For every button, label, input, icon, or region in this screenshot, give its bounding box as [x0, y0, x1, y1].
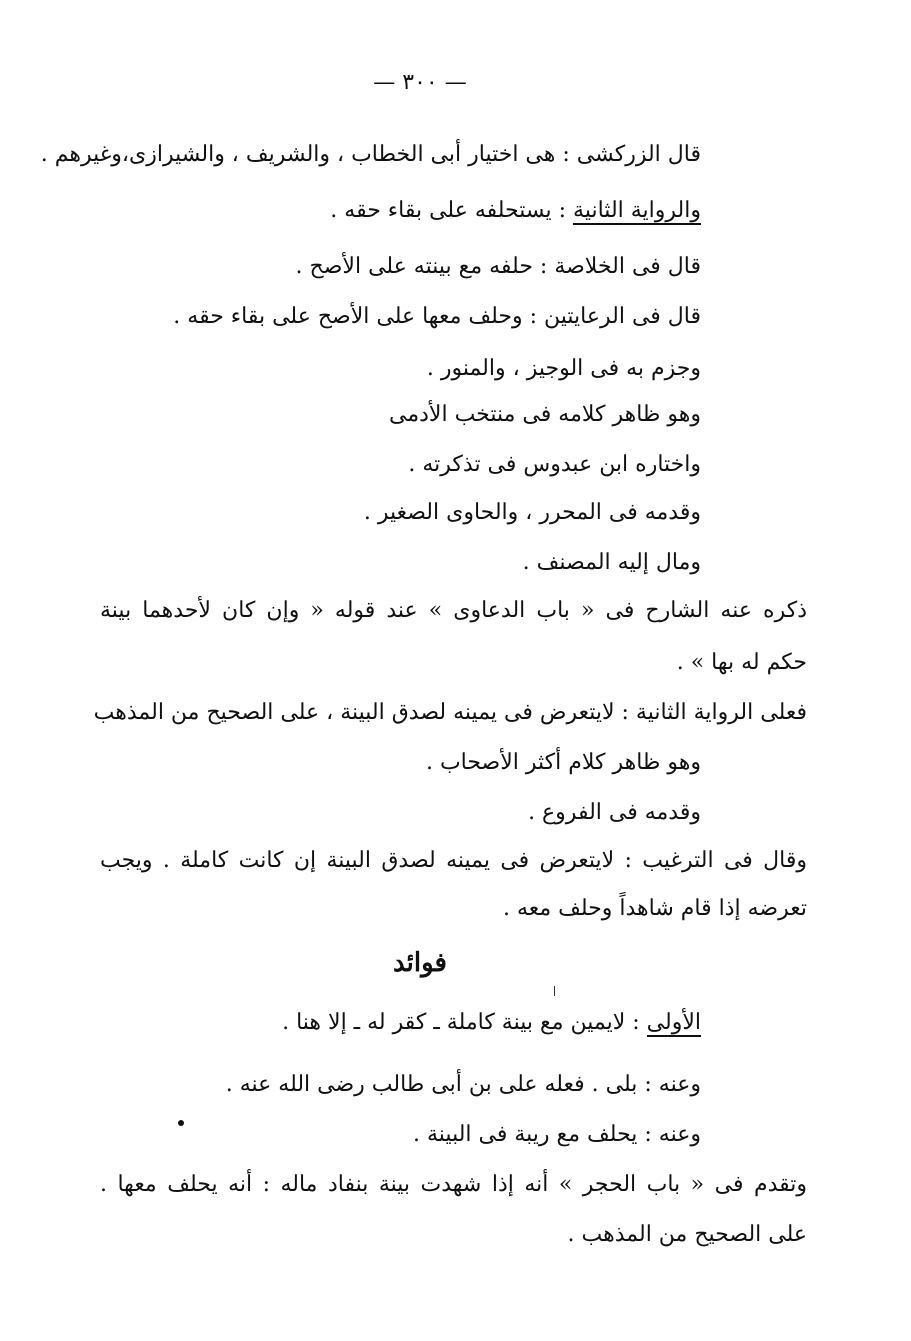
text-span: : يستحلفه على بقاء حقه .	[330, 198, 567, 223]
text-line: ذكره عنه الشارح فى « باب الدعاوى » عند قوله « وإن كان لأحدهما بينة	[100, 598, 807, 623]
speck-mark	[554, 986, 555, 996]
text-line: وعنه : بلى . فعله على بن أبى طالب رضى الله عنه .	[225, 1072, 701, 1097]
text-line: قال الزركشى : هى اختيار أبى الخطاب ، والشريف ، والشيرازى،وغيرهم .	[40, 142, 701, 167]
text-line: على الصحيح من المذهب .	[567, 1222, 807, 1247]
text-line: وقال فى الترغيب : لايتعرض فى يمينه لصدق البينة إن كانت كاملة . ويجب	[100, 848, 807, 873]
page-number: — ٣٠٠ —	[373, 70, 467, 95]
text-line: قال فى الخلاصة : حلفه مع بينته على الأصح .	[295, 254, 701, 279]
text-line: وقدمه فى الفروع .	[528, 800, 701, 825]
section-label: الأولى	[646, 1010, 701, 1035]
text-line: وعنه : يحلف مع ريبة فى البينة .	[413, 1122, 701, 1147]
section-heading: فوائد	[393, 948, 447, 978]
ink-dot	[178, 1120, 184, 1126]
text-span: : لايمين مع بينة كاملة ـ كقر له ـ إلا هنا .	[282, 1010, 640, 1035]
text-line: حكم له بها » .	[676, 650, 807, 675]
text-line	[330, 198, 701, 224]
text-line: وهو ظاهر كلام أكثر الأصحاب .	[425, 750, 701, 775]
text-line: واختاره ابن عبدوس فى تذكرته .	[408, 452, 701, 477]
text-line: تعرضه إذا قام شاهداً وحلف معه .	[502, 896, 807, 921]
text-line: ومال إليه المصنف .	[522, 550, 701, 575]
text-line: قال فى الرعايتين : وحلف معها على الأصح على بقاء حقه .	[173, 304, 701, 329]
text-line: فعلى الرواية الثانية : لايتعرض فى يمينه لصدق البينة ، على الصحيح من المذهب	[93, 700, 807, 725]
section-label: والرواية الثانية	[573, 198, 701, 223]
text-line: وقدمه فى المحرر ، والحاوى الصغير .	[363, 500, 701, 525]
text-line: وهو ظاهر كلامه فى منتخب الأدمى	[389, 402, 701, 427]
text-line	[282, 1010, 701, 1036]
text-line: وتقدم فى « باب الحجر » أنه إذا شهدت بينة بنفاد ماله : أنه يحلف معها .	[100, 1172, 807, 1197]
text-line: وجزم به فى الوجيز ، والمنور .	[426, 356, 701, 381]
